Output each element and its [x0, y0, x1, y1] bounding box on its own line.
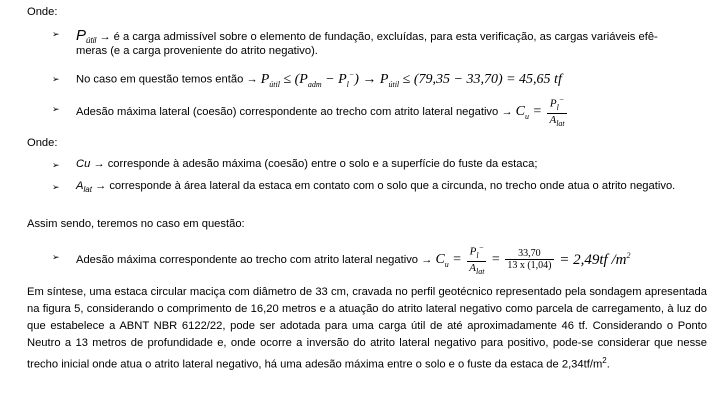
- result-fraction-symbolic: $\frac{P_l^-}{A_{lat}}$: [469, 243, 485, 277]
- bullet-arrow-icon: ➢: [52, 75, 60, 85]
- cu-symbol: $C_u$ =: [515, 103, 546, 121]
- result-value: = 2,49tf $/m^2$: [555, 251, 631, 269]
- bullet-putil-definition: [76, 27, 658, 45]
- putil-text: → é a carga admissível sobre o elemento de fundação, excluídas, para esta verificação, as cargas variáveis efê-: [96, 31, 658, 43]
- putil-subscript: útil: [86, 36, 97, 46]
- cu-text: → corresponde à adesão máxima (coesão) entre o solo e a superfície do fuste da estaca;: [90, 158, 538, 170]
- putil-text-continuation: meras (e a carga proveniente do atrito negativo).: [76, 45, 318, 57]
- alat-text: → corresponde à área lateral da estaca em contato com o solo que a circunda, no trecho onde atua o atrito negativo.: [91, 180, 676, 192]
- bullet-arrow-icon: ➢: [52, 30, 60, 40]
- calc-intro-text: No caso em questão temos então →: [76, 73, 258, 86]
- equals-sign: =: [488, 252, 504, 268]
- cu-result-symbol: $C_u$ =: [435, 251, 466, 269]
- onde-label-2: Onde:: [27, 137, 58, 149]
- bullet-cu-definition: [76, 158, 537, 170]
- assim-sendo-line: Assim sendo, teremos no caso em questão:: [27, 218, 245, 230]
- onde-label-1: Onde:: [27, 6, 58, 18]
- putil-symbol: P: [76, 27, 87, 44]
- adesao-text: Adesão máxima lateral (coesão) correspondente ao trecho com atrito lateral negativo →: [76, 106, 513, 119]
- bullet-arrow-icon: ➢: [52, 183, 60, 193]
- bullet-arrow-icon: ➢: [52, 105, 60, 115]
- calc-equation: $P_{útil} \le (P_{adm} - P_l^-) \to P_{útil} \le (79,35 - 33,70) = 45,65$ tf: [260, 70, 562, 89]
- result-text: Adesão máxima correspondente ao trecho com atrito lateral negativo →: [76, 254, 433, 267]
- bullet-arrow-icon: ➢: [52, 161, 60, 171]
- bullet-adesao-result: [76, 242, 630, 278]
- alat-symbol: A: [76, 180, 84, 192]
- adesao-fraction: $\frac{P_l^-}{A_{lat}}$: [549, 95, 565, 129]
- bullet-adesao-formula: [76, 94, 569, 130]
- bullet-putil-calculation: [76, 70, 562, 88]
- cu-label: Cu: [76, 158, 91, 170]
- result-fraction-numeric: $\frac{33,70}{13 x (1,04)}$: [507, 248, 552, 272]
- bullet-alat-definition: [76, 180, 675, 194]
- summary-paragraph: Em síntese, uma estaca circular maciça com diâmetro de 33 cm, cravada no perfil geotécnico representado pela sondagem apresentada na figura 5, considerando o comprimento de 16,20 metros e a atuação do atrito lateral negativo como parcela de carregamento, à luz do que estabelece a ABNT NBR 6122/22, pode ser adotada para uma carga útil de até aproximadamente 46 tf. Considerando o Ponto Neutro a 13 metros de profundidade e, onde ocorre a inversão do atrito lateral negativo para positivo, pode-se considerar que nesse trecho inicial onde atua o atrito lateral negativo, há uma adesão máxima entre o solo e o fuste da estaca de $2,34tf/m^2$.: [27, 286, 707, 371]
- bullet-arrow-icon: ➢: [52, 253, 60, 263]
- alat-subscript: lat: [83, 185, 92, 195]
